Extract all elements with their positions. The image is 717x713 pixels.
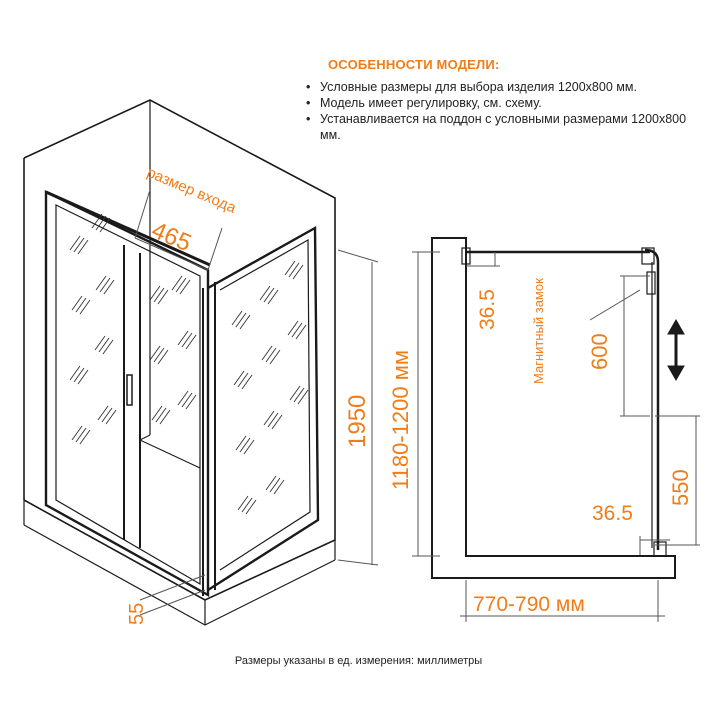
features-block [300,57,710,143]
front-glass-edge [56,205,200,584]
cabin-top-view [432,238,675,578]
side-glass-edge [220,240,310,570]
list-item: • Модель имеет регулировку, см. схему. [320,95,710,111]
height-value: 1950 [344,394,371,448]
adjust-upper-value: 600 [587,333,612,370]
width-range-value: 1180-1200 мм [388,350,413,490]
list-item: • Устанавливается на поддон с условными размерами 1200х800 мм. [320,111,710,143]
wall-fixing-bottom [654,542,666,556]
magnet-lock [647,272,655,294]
door-handle [127,375,132,405]
offset-bottom-value: 36.5 [592,502,633,525]
list-item: • Условные размеры для выбора изделия 1200х800 мм. [320,79,710,95]
magnet-label: Магнитный замок [531,278,546,384]
entrance-label: размер входа [144,164,239,217]
adjust-lower-value: 550 [668,469,693,506]
units-footnote: Размеры указаны в ед. измерения: миллиметры [234,655,483,667]
features-title: ОСОБЕННОСТИ МОДЕЛИ: [328,57,500,72]
adjust-arrow-icon [668,320,684,380]
offset-top-value: 36.5 [476,289,499,330]
features-list [300,79,710,143]
entrance-width-value: 465 [147,216,196,258]
wall-outline [24,100,335,515]
depth-range-value: 770-790 мм [473,593,585,616]
tray-height-value: 55 [126,602,148,625]
side-frame [208,228,318,590]
glass-pattern [70,214,308,514]
wall-section [432,238,675,578]
left-dimensions [135,190,378,615]
